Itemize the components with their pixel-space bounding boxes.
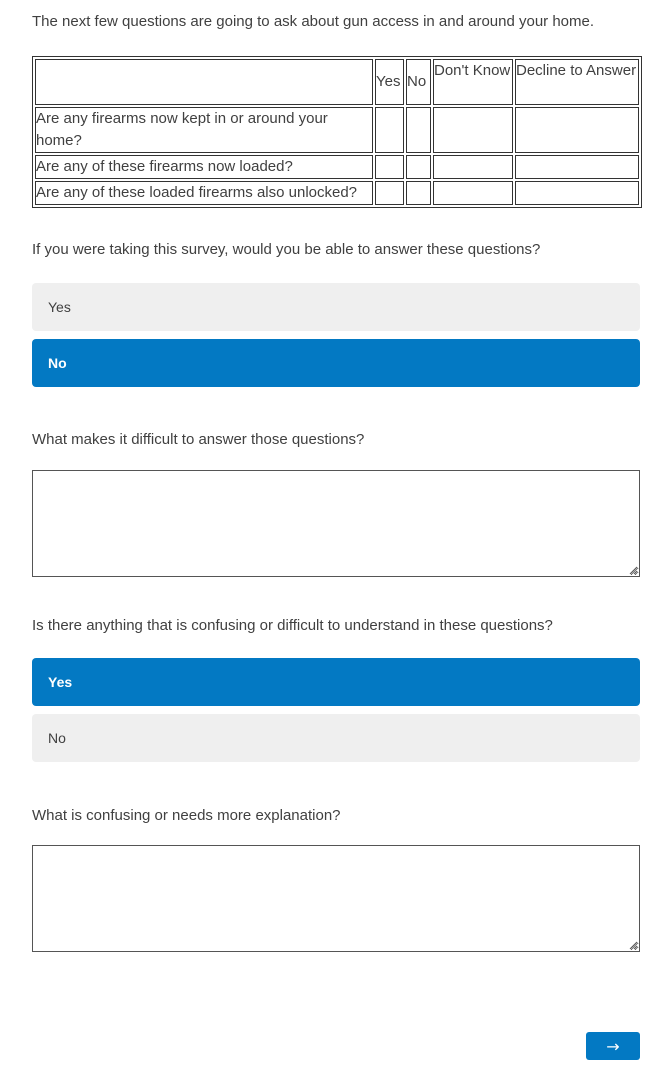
gun-access-matrix [32,56,642,208]
matrix-cell-decline[interactable] [515,107,639,153]
matrix-header-decline: Decline to Answer [515,59,639,105]
choice-label: Yes [48,299,71,315]
matrix-cell-decline[interactable] [515,181,639,205]
matrix-cell-dont-know[interactable] [433,107,513,153]
matrix-cell-yes[interactable] [375,155,404,179]
question-what-makes-difficult: What makes it difficult to answer those questions? [32,431,365,448]
matrix-cell-decline[interactable] [515,155,639,179]
explanation-textarea[interactable] [32,845,640,952]
resize-grip-icon[interactable] [628,565,638,575]
choice-label: No [48,355,67,371]
matrix-row-statement: Are any firearms now kept in or around your home? [35,107,373,153]
difficulty-textarea[interactable] [32,470,640,577]
matrix-cell-no[interactable] [406,181,431,205]
matrix-row-statement: Are any of these loaded firearms also unlocked? [35,181,373,205]
choice-no[interactable] [32,714,640,762]
next-button[interactable] [586,1032,640,1060]
matrix-header-row [35,59,639,105]
choice-label: Yes [48,674,73,690]
matrix-header-yes: Yes [375,59,404,105]
matrix-header-no: No [406,59,431,105]
matrix-header-dont-know: Don't Know [433,59,513,105]
explanation-textbox-wrapper [32,845,640,952]
intro-text: The next few questions are going to ask about gun access in and around your home. [32,13,595,30]
matrix-cell-yes[interactable] [375,181,404,205]
choice-no[interactable] [32,339,640,387]
matrix-cell-no[interactable] [406,107,431,153]
difficulty-textbox-wrapper [32,470,640,577]
matrix-header-blank [35,59,373,105]
matrix-cell-dont-know[interactable] [433,155,513,179]
resize-grip-icon[interactable] [628,940,638,950]
choice-yes[interactable] [32,283,640,331]
matrix-row [35,181,639,205]
matrix-cell-yes[interactable] [375,107,404,153]
question-needs-explanation: What is confusing or needs more explanation? [32,807,341,824]
matrix-row [35,155,639,179]
choice-yes[interactable] [32,658,640,706]
matrix-row [35,107,639,153]
choice-label: No [48,730,66,746]
question-confusing: Is there anything that is confusing or difficult to understand in these questions? [32,617,553,634]
right-arrow-icon: → [606,1036,620,1056]
matrix-cell-dont-know[interactable] [433,181,513,205]
question-able-to-answer: If you were taking this survey, would you be able to answer these questions? [32,241,541,258]
matrix-row-statement: Are any of these firearms now loaded? [35,155,373,179]
matrix-cell-no[interactable] [406,155,431,179]
